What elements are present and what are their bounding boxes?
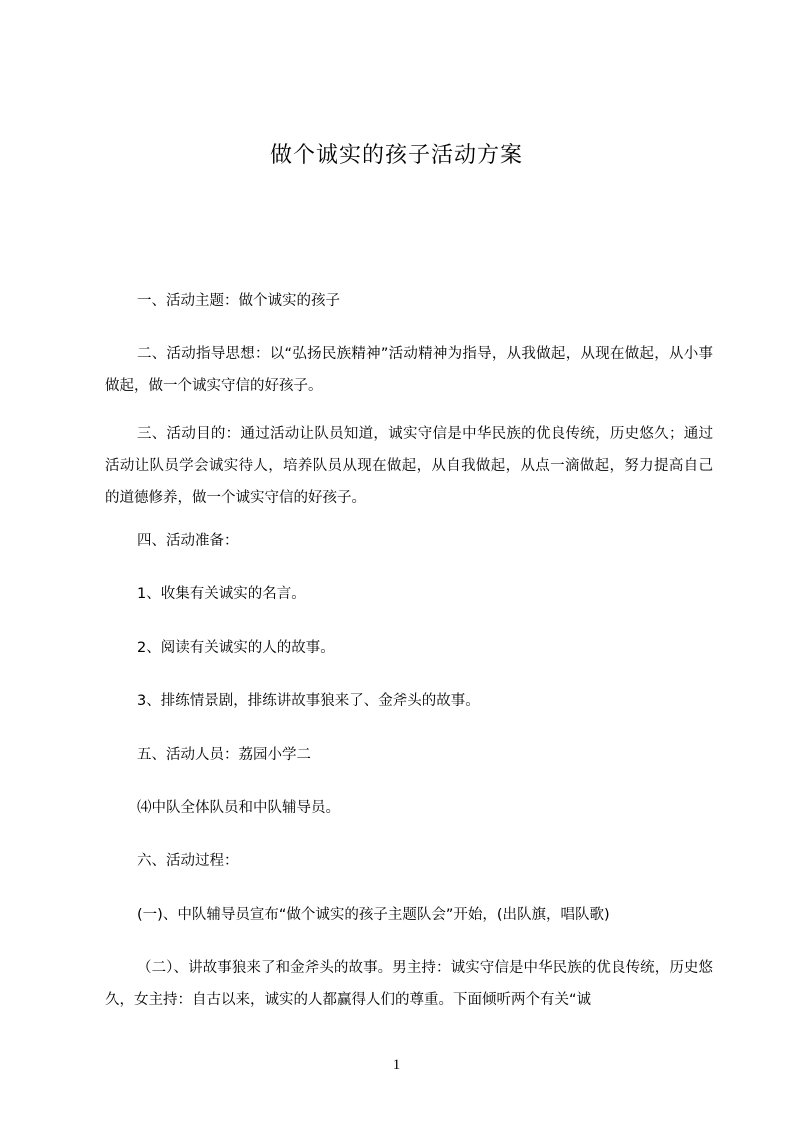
list-item-2: 2、阅读有关诚实的人的故事。	[137, 640, 335, 656]
paragraph-participants: 五、活动人员：荔园小学二	[137, 747, 311, 763]
paragraph-theme: 一、活动主题：做个诚实的孩子	[137, 293, 340, 309]
paragraph-squad: ⑷中队全体队员和中队辅导员。	[137, 800, 340, 816]
paragraph-preparation: 四、活动准备：	[137, 533, 239, 549]
paragraph-step-2: （二）、讲故事狼来了和金斧头的故事。男主持：诚实守信是中华民族的优良传统，历史悠久，女主持：自古以来，诚实的人都赢得人们的尊重。下面倾听两个有关“诚	[105, 960, 713, 1008]
list-item-3: 3、排练情景剧，排练讲故事狼来了、金斧头的故事。	[137, 693, 480, 709]
paragraph-guiding-idea: 二、活动指导思想：以“弘扬民族精神”活动精神为指导，从我做起，从现在做起，从小事做起，做一个诚实守信的好孩子。	[105, 346, 713, 394]
document-title: 做个诚实的孩子活动方案	[269, 143, 523, 168]
paragraph-process: 六、活动过程：	[137, 853, 239, 869]
page-number: 1	[392, 1057, 401, 1073]
paragraph-step-1: (一)、中队辅导员宣布“做个诚实的孩子主题队会”开始，(出队旗，唱队歌)	[137, 907, 610, 923]
paragraph-purpose: 三、活动目的：通过活动让队员知道，诚实守信是中华民族的优良传统，历史悠久；通过活动让队员学会诚实待人，培养队员从现在做起，从自我做起，从点一滴做起，努力提高自己的道德修养，做一个诚实守信的好孩子。	[105, 426, 713, 506]
list-item-1: 1、收集有关诚实的名言。	[137, 586, 306, 602]
